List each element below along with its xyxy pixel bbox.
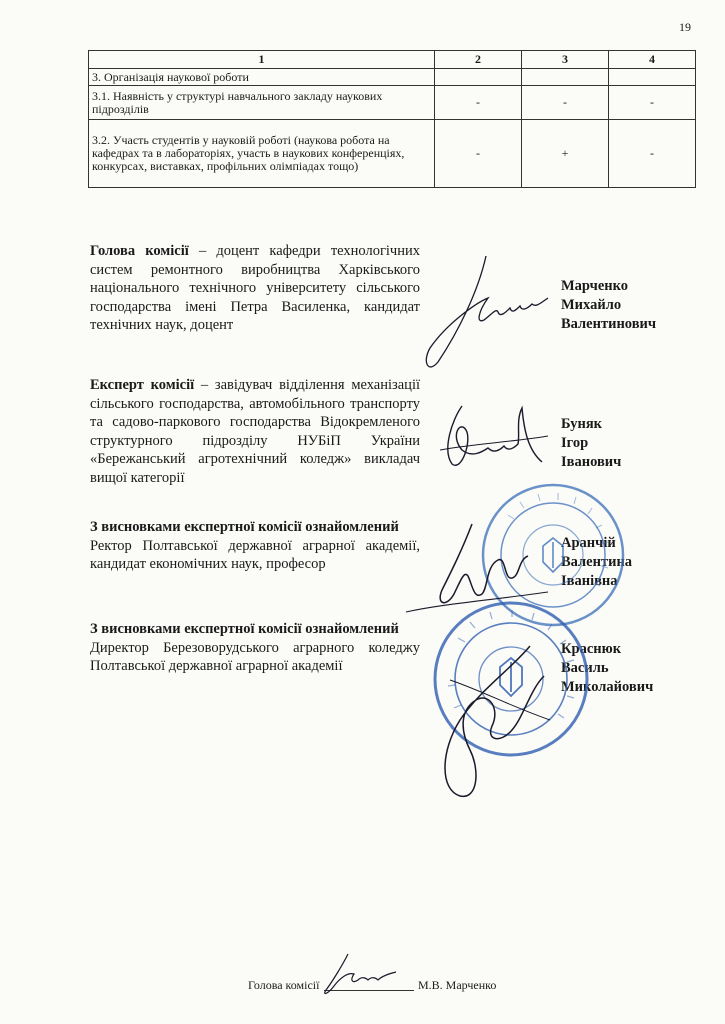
table-cell: [609, 69, 696, 86]
acknowledgement-heading: З висновками експертної комісії ознайомлений: [90, 519, 399, 535]
signatory-role: Голова комісії: [90, 243, 189, 259]
signatory-patronymic: Валентинович: [561, 316, 657, 332]
table-cell-label: 3. Організація наукової роботи: [89, 69, 435, 86]
signatory-surname: Аранчій: [561, 535, 616, 551]
signatory-patronymic: Миколайович: [561, 679, 654, 695]
signatory-patronymic: Іванівна: [561, 573, 618, 589]
table-header-cell: 2: [435, 51, 522, 69]
table-header-row: [89, 51, 696, 69]
signatory-surname: Марченко: [561, 278, 629, 294]
signatory-first-name: Михайло: [561, 297, 622, 313]
table-row: [89, 69, 696, 86]
footer-label: Голова комісії: [248, 978, 320, 992]
table-cell: [435, 69, 522, 86]
table-cell: -: [435, 86, 522, 120]
table-row: [89, 86, 696, 120]
signatory-first-name: Валентина: [561, 554, 633, 570]
signatory-description: – доцент кафедри технологічних систем ремонтного виробництва Харківського національного технічного університету сільського господарства імені Петра Василенка, кандидат технічних наук, доцент: [90, 243, 420, 333]
table-cell: [522, 69, 609, 86]
acknowledgement-heading: З висновками експертної комісії ознайомлений: [90, 621, 399, 637]
signature-director: [420, 640, 570, 800]
signatory-first-name: Ігор: [561, 435, 589, 451]
signatory-first-name: Василь: [561, 660, 609, 676]
table-cell: -: [609, 120, 696, 188]
table-cell-label: 3.2. Участь студентів у науковій роботі (наукова робота на кафедрах та в лабораторіях, участь в наукових конференціях, конкурсах, виставках, профільних олімпіадах тощо): [89, 120, 435, 188]
criteria-table: [88, 50, 696, 188]
signatory-chair-text: [90, 242, 420, 335]
signature-chair: [418, 252, 553, 377]
signatory-expert-name: [561, 415, 621, 472]
table-cell: -: [435, 120, 522, 188]
table-cell: -: [522, 86, 609, 120]
signature-expert: [432, 400, 552, 480]
table-header-cell: 1: [89, 51, 435, 69]
page-number: 19: [679, 20, 691, 34]
signatory-surname: Краснюк: [561, 641, 622, 657]
table-cell: +: [522, 120, 609, 188]
signatory-patronymic: Іванович: [561, 454, 622, 470]
signatory-rector-text: [90, 518, 420, 574]
signatory-expert-text: [90, 376, 420, 487]
table-header-cell: 3: [522, 51, 609, 69]
signature-footer: [318, 952, 408, 996]
signature-rector: [402, 520, 552, 620]
signatory-role: Експерт комісії: [90, 377, 195, 393]
footer-name: М.В. Марченко: [418, 978, 497, 992]
signatory-surname: Буняк: [561, 416, 603, 432]
table-cell-label: 3.1. Наявність у структурі навчального закладу наукових підрозділів: [89, 86, 435, 120]
signatory-description: Директор Березоворудського аграрного коледжу Полтавської державної аграрної академії: [90, 639, 420, 674]
signatory-description: – завідувач відділення механізації сільського господарства, автомобільного транспорту та садово-паркового господарства Відокремленого структурного підрозділу НУБіП України «Бережанський агротехнічний коледж» викладач вищої категорії: [90, 377, 421, 486]
signatory-description: Ректор Полтавської державної аграрної академії, кандидат економічних наук, професор: [90, 537, 420, 572]
table-cell: -: [609, 86, 696, 120]
signatory-chair-name: [561, 277, 656, 334]
table-header-cell: 4: [609, 51, 696, 69]
signatory-director-text: [90, 620, 420, 676]
table-row: [89, 120, 696, 188]
